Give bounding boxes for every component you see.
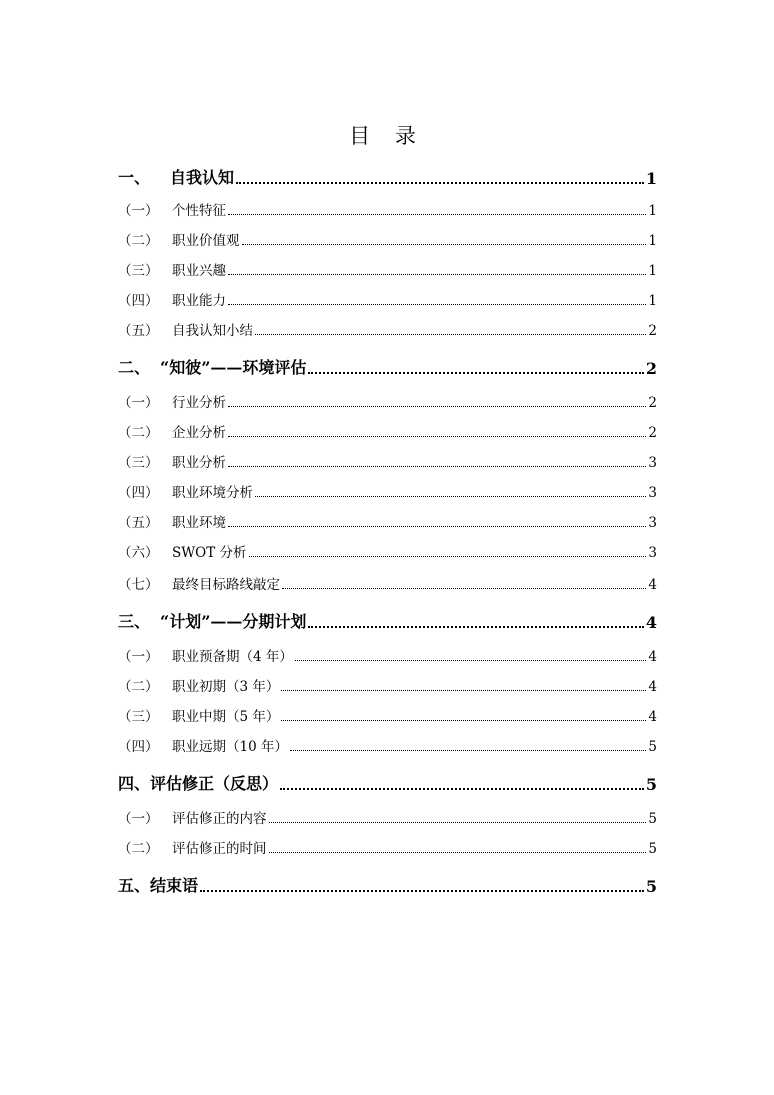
toc-entry-title: 自我认知 xyxy=(170,168,235,187)
toc-entry-title: “知彼”——环境评估 xyxy=(160,358,307,377)
toc-entry-page: 1 xyxy=(645,169,657,188)
toc-section-entry[interactable] xyxy=(118,452,657,471)
toc-leader-dots xyxy=(281,720,646,721)
toc-section-entry[interactable] xyxy=(118,230,657,249)
toc-chapter-entry[interactable] xyxy=(118,874,657,896)
toc-entry-number: （二） xyxy=(118,841,159,857)
toc-entry-page: 1 xyxy=(648,293,657,309)
toc-leader-dots xyxy=(249,556,647,557)
toc-entry-number: （二） xyxy=(118,425,159,441)
toc-leader-dots xyxy=(308,626,643,628)
toc-section-entry[interactable] xyxy=(118,260,657,279)
toc-entry-number: （七） xyxy=(118,577,159,593)
toc-entry-number: （三） xyxy=(118,455,159,471)
toc-section-entry[interactable] xyxy=(118,512,657,531)
toc-entry-number: （六） xyxy=(118,545,159,561)
toc-entry-title: 评估修正的时间 xyxy=(172,841,267,857)
toc-entry-page: 4 xyxy=(648,709,657,725)
toc-entry-number: 三、 xyxy=(118,612,151,631)
toc-leader-dots xyxy=(295,660,647,661)
toc-chapter-entry[interactable] xyxy=(118,772,657,794)
toc-entry-title: 评估修正的内容 xyxy=(172,811,267,827)
toc-chapter-entry[interactable] xyxy=(118,166,657,188)
toc-entry-title: “计划”——分期计划 xyxy=(160,612,307,631)
toc-entry-page: 2 xyxy=(648,425,657,441)
toc-entry-number: （三） xyxy=(118,263,159,279)
toc-entry-title: 行业分析 xyxy=(172,395,226,411)
toc-entry-page: 3 xyxy=(648,485,657,501)
toc-entry-page: 3 xyxy=(648,545,657,561)
toc-entry-number: （四） xyxy=(118,485,159,501)
toc-entry-number: （一） xyxy=(118,811,159,827)
toc-entry-number: 五、 xyxy=(118,876,151,895)
toc-leader-dots xyxy=(228,274,646,275)
toc-entry-title: 职业初期（3 年） xyxy=(172,679,280,695)
toc-entry-title: 职业环境分析 xyxy=(172,485,253,501)
toc-leader-dots xyxy=(228,466,646,467)
toc-section-entry[interactable] xyxy=(118,838,657,857)
toc-leader-dots xyxy=(281,690,646,691)
toc-section-entry[interactable] xyxy=(118,320,657,339)
toc-entry-number: （二） xyxy=(118,233,159,249)
toc-entry-title: 职业环境 xyxy=(172,515,226,531)
toc-leader-dots xyxy=(228,436,646,437)
toc-entry-page: 5 xyxy=(648,811,657,827)
toc-entry-number: （一） xyxy=(118,649,159,665)
toc-entry-title: SWOT 分析 xyxy=(172,545,247,561)
toc-entry-title: 自我认知小结 xyxy=(172,323,253,339)
toc-leader-dots xyxy=(242,244,647,245)
toc-entry-page: 2 xyxy=(645,359,657,378)
toc-section-entry[interactable] xyxy=(118,422,657,441)
toc-entry-title: 职业远期（10 年） xyxy=(172,739,288,755)
toc-entry-page: 4 xyxy=(648,577,657,593)
toc-entry-page: 1 xyxy=(648,203,657,219)
toc-chapter-entry[interactable] xyxy=(118,356,657,378)
toc-entry-page: 1 xyxy=(648,263,657,279)
toc-entry-title: 职业价值观 xyxy=(172,233,240,249)
toc-leader-dots xyxy=(200,890,644,892)
toc-section-entry[interactable] xyxy=(118,574,657,593)
toc-section-entry[interactable] xyxy=(118,706,657,725)
toc-leader-dots xyxy=(228,214,646,215)
toc-entry-title: 最终目标路线敲定 xyxy=(172,577,280,593)
toc-entry-title: 企业分析 xyxy=(172,425,226,441)
toc-entry-title: 评估修正（反思） xyxy=(150,774,279,793)
toc-leader-dots xyxy=(228,526,646,527)
toc-entry-title: 职业预备期（4 年） xyxy=(172,649,293,665)
toc-entry-page: 3 xyxy=(648,515,657,531)
toc-entry-number: （五） xyxy=(118,515,159,531)
toc-entry-page: 3 xyxy=(648,455,657,471)
toc-entry-number: （四） xyxy=(118,293,159,309)
toc-entry-title: 职业分析 xyxy=(172,455,226,471)
toc-section-entry[interactable] xyxy=(118,200,657,219)
toc-entry-page: 4 xyxy=(648,679,657,695)
toc-entry-page: 2 xyxy=(648,395,657,411)
toc-leader-dots xyxy=(280,788,644,790)
toc-entry-page: 4 xyxy=(645,613,657,632)
toc-entry-number: （五） xyxy=(118,323,159,339)
toc-leader-dots xyxy=(269,852,647,853)
toc-leader-dots xyxy=(228,304,646,305)
page-title: 目 录 xyxy=(349,124,425,148)
toc-leader-dots xyxy=(236,182,644,184)
toc-entry-number: （二） xyxy=(118,679,159,695)
toc-section-entry[interactable] xyxy=(118,646,657,665)
toc-leader-dots xyxy=(255,334,646,335)
toc-entry-number: （一） xyxy=(118,395,159,411)
toc-entry-number: （四） xyxy=(118,739,159,755)
toc-entry-number: 四、 xyxy=(118,774,151,793)
toc-leader-dots xyxy=(308,372,643,374)
toc-section-entry[interactable] xyxy=(118,290,657,309)
toc-entry-page: 5 xyxy=(645,775,657,794)
toc-entry-page: 5 xyxy=(648,739,657,755)
toc-leader-dots xyxy=(282,588,646,589)
toc-entry-page: 4 xyxy=(648,649,657,665)
toc-leader-dots xyxy=(228,406,646,407)
toc-leader-dots xyxy=(255,496,646,497)
toc-section-entry[interactable] xyxy=(118,392,657,411)
toc-entry-page: 5 xyxy=(648,841,657,857)
toc-entry-number: （一） xyxy=(118,203,159,219)
toc-entry-number: 二、 xyxy=(118,358,151,377)
toc-entry-title: 职业中期（5 年） xyxy=(172,709,280,725)
toc-entry-title: 结束语 xyxy=(150,876,199,895)
toc-entry-title: 职业兴趣 xyxy=(172,263,226,279)
toc-entry-page: 2 xyxy=(648,323,657,339)
toc-section-entry[interactable] xyxy=(118,808,657,827)
toc-section-entry[interactable] xyxy=(118,736,657,755)
toc-section-entry[interactable] xyxy=(118,542,657,561)
toc-entry-number: （三） xyxy=(118,709,159,725)
toc-entry-page: 5 xyxy=(645,877,657,896)
toc-section-entry[interactable] xyxy=(118,676,657,695)
toc-leader-dots xyxy=(290,750,646,751)
toc-entry-title: 职业能力 xyxy=(172,293,226,309)
toc-chapter-entry[interactable] xyxy=(118,610,657,632)
toc-leader-dots xyxy=(269,822,647,823)
toc-entry-number: 一、 xyxy=(118,168,151,187)
toc-entry-title: 个性特征 xyxy=(172,203,226,219)
toc-entry-page: 1 xyxy=(648,233,657,249)
toc-section-entry[interactable] xyxy=(118,482,657,501)
